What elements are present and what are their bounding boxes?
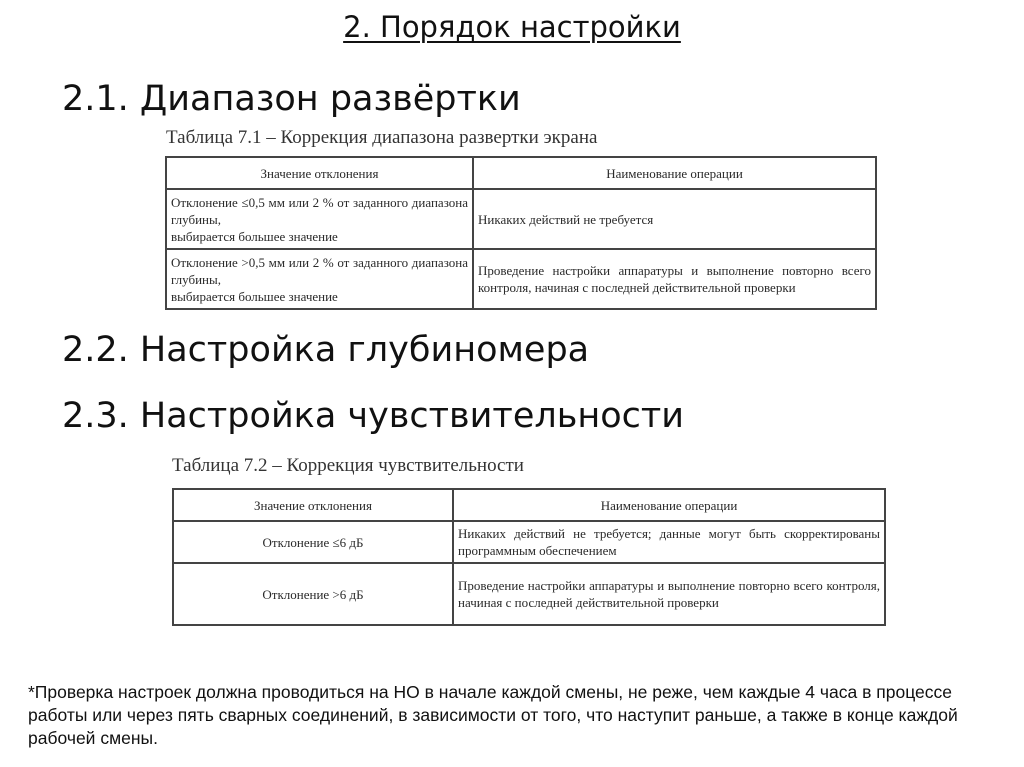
section-heading-range: 2.1. Диапазон развёртки	[62, 79, 521, 119]
deviation-cell	[166, 249, 473, 309]
column-header-operation: Наименование операции	[473, 157, 876, 189]
section-heading-sensitivity: 2.3. Настройка чувствительности	[62, 396, 685, 436]
table-row	[173, 563, 885, 625]
operation-cell: Никаких действий не требуется; данные могут быть скорректированы программным обеспечением	[453, 521, 885, 563]
table-row	[166, 249, 876, 309]
section-heading-depth-gauge: 2.2. Настройка глубиномера	[62, 330, 590, 370]
operation-cell: Проведение настройки аппаратуры и выполнение повторно всего контроля, начиная с последней действительной проверки	[453, 563, 885, 625]
sensitivity-correction-table	[172, 488, 886, 626]
range-correction-table	[165, 156, 877, 310]
deviation-text: Отклонение ≤0,5 мм или 2 % от заданного диапазона глубины,	[171, 194, 468, 227]
deviation-text-last-line: выбирается большее значение	[171, 228, 338, 244]
deviation-text: Отклонение >0,5 мм или 2 % от заданного диапазона глубины,	[171, 254, 468, 287]
table-header-row	[173, 489, 885, 521]
operation-cell: Проведение настройки аппаратуры и выполнение повторно всего контроля, начиная с последней действительной проверки	[473, 249, 876, 309]
table2-caption: Таблица 7.2 – Коррекция чувствительности	[172, 455, 524, 476]
column-header-operation: Наименование операции	[453, 489, 885, 521]
table-row	[166, 189, 876, 249]
deviation-cell	[166, 189, 473, 249]
table-row	[173, 521, 885, 563]
operation-cell: Никаких действий не требуется	[473, 189, 876, 249]
column-header-deviation: Значение отклонения	[166, 157, 473, 189]
slide-title: 2. Порядок настройки	[343, 10, 681, 44]
deviation-cell: Отклонение ≤6 дБ	[173, 521, 453, 563]
footnote: *Проверка настроек должна проводиться на НО в начале каждой смены, не реже, чем каждые 4 часа в процессе работы или через пять сварных соединений, в зависимости от того, что наступит раньше, а также в конце каждой рабочей смены.	[28, 682, 958, 748]
table-header-row	[166, 157, 876, 189]
deviation-cell: Отклонение >6 дБ	[173, 563, 453, 625]
table1-caption: Таблица 7.1 – Коррекция диапазона развертки экрана	[166, 127, 598, 148]
deviation-text-last-line: выбирается большее значение	[171, 288, 338, 304]
column-header-deviation: Значение отклонения	[173, 489, 453, 521]
